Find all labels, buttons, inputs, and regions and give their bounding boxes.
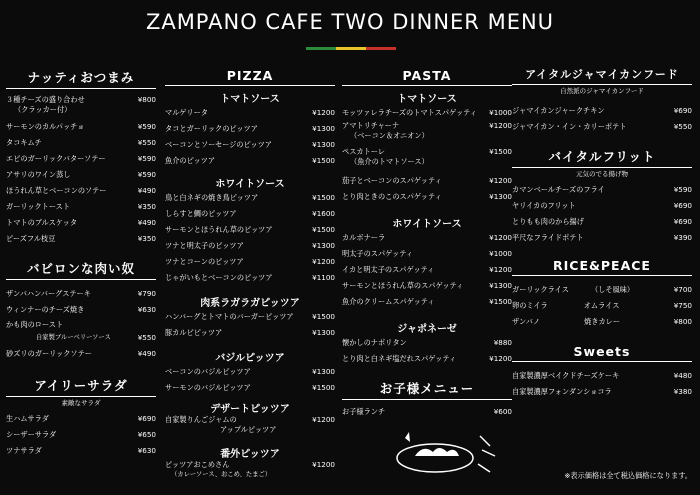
item-price: ¥550 [673,122,692,131]
item-price: ¥1300 [312,124,335,133]
menu-item [165,121,335,137]
item-name: ピーズフル枝豆 [6,234,56,243]
item-name: タコキムチ [6,138,42,147]
item-name: お子様ランチ [342,407,386,416]
flag-green-bar [306,47,336,50]
menu-item [165,105,335,121]
menu-item [6,119,156,135]
item-name: ツナと明太子のピッツア [165,241,244,250]
item-price: ¥1300 [489,192,512,201]
item-price: ¥350 [137,234,156,243]
item-price: ¥1600 [312,209,335,218]
item-name-b: （しそ風味） [590,285,635,294]
menu-item [342,230,512,246]
menu-item [342,121,512,147]
item-price: ¥1200 [312,257,335,266]
menu-item [165,460,335,480]
item-price: ¥800 [673,317,692,326]
item-price: ¥1200 [489,121,512,130]
menu-item [6,135,156,151]
item-name: 豚カルビピッツア [165,328,223,337]
item-name: ジャマイカンジャークチキン [512,106,605,115]
item-name: サーモンとほうれん草のスパゲッティ [342,281,464,290]
item-name: 平尺なフライドポテト [512,233,584,242]
section-title-sweets: Sweets [512,344,692,362]
item-name: アサリのワイン蒸し [6,170,71,179]
item-name-b: オムライス [583,301,620,310]
column-pizza [165,68,335,480]
section-note: 素敵なサラダ [61,399,101,407]
item-price: ¥490 [137,186,156,195]
item-price: ¥650 [137,430,156,439]
item-name: 魚介のクリームスパゲッティ [342,297,435,306]
item-price: ¥1300 [312,367,335,376]
rasta-flag-stripe [306,47,396,50]
item-name [512,282,634,298]
item-name: ペスカトーレ [342,147,385,156]
item-name: 鳥と白ネギの焼き鳥ピッツア [165,193,259,202]
menu-item [165,309,335,325]
item-name: マルゲリータ [165,108,208,117]
menu-item [165,238,335,254]
item-price: ¥590 [137,122,156,131]
menu-item [342,147,512,173]
menu-item [6,346,156,362]
item-subtext: （クラッカー付） [14,105,72,114]
column-snacks [6,68,156,459]
item-name: ピッツアおこめさん [165,460,230,469]
menu-item [6,215,156,231]
item-price: ¥1500 [489,297,512,306]
item-name: ガーリックトースト [6,202,71,211]
item-name-a: ザンバノ [512,317,541,326]
item-price: ¥1300 [312,328,335,337]
item-name: サーモンのバジルピッツア [165,383,251,392]
subsection-tomato: トマトソース [397,94,457,105]
section-title-meat: バビロンな肉い奴 [6,259,156,280]
item-price: ¥690 [673,201,692,210]
item-name: 魚介のピッツア [165,156,216,165]
subsection-meat-pizza: 肉系ラガラガピッツア [200,298,300,309]
menu-item [512,298,692,314]
item-name: 自家製りんごジャムの [165,415,237,424]
item-price: ¥880 [493,338,512,347]
section-title-pizza: PIZZA [165,68,335,86]
item-name: 自家製濃厚ベイクドチーズケーキ [512,371,620,380]
menu-item [6,199,156,215]
item-price: ¥700 [673,285,692,294]
item-price: ¥490 [137,349,156,358]
item-price: ¥1100 [312,273,335,282]
item-subtext: （カレーソース、おこめ、たまご） [171,471,272,478]
item-price: ¥750 [673,301,692,310]
menu-item [165,206,335,222]
item-subtext: 自家製ブルーベリーソース [36,334,111,341]
item-price: ¥1000 [489,108,512,117]
item-name: ベーコンのバジルピッツア [165,367,251,376]
item-name: シーザーサラダ [6,430,57,439]
item-price: ¥550 [137,138,156,147]
item-name-b: 焼きカレー [584,317,621,326]
item-subtext: アップルピッツア [220,425,277,434]
item-price: ¥790 [137,289,156,298]
item-name: とり肉と白ネギ塩だれスパゲッティ [342,354,457,363]
item-price: ¥1200 [489,233,512,242]
menu-item [6,302,156,318]
item-price: ¥1200 [489,354,512,363]
item-name: ツナとコーンのピッツア [165,257,244,266]
item-name: とりもも肉のから揚げ [512,217,584,226]
section-note: 元気のでる揚げ物 [576,170,628,178]
menu-item [165,415,335,439]
menu-item [165,153,335,169]
menu-item [342,189,512,205]
menu-item [165,270,335,286]
subsection-japonese: ジャポネーゼ [397,324,457,335]
item-subtext: （魚介のトマトソース） [350,157,429,166]
menu-item [512,384,692,400]
item-price: ¥490 [137,218,156,227]
item-price: ¥1200 [312,108,335,117]
item-price: ¥1000 [489,249,512,258]
section-note: 自然派のジャマイカンフード [560,87,644,95]
item-price: ¥550 [137,333,156,342]
item-name: タコとガーリックのピッツア [165,124,258,133]
item-name: サーモンのカルパッチョ [6,122,85,131]
section-title-pasta: PASTA [342,68,512,86]
item-subtext: （ベーコン＆オニオン） [350,131,429,140]
menu-item [165,254,335,270]
menu-item [512,103,692,119]
item-price: ¥350 [137,202,156,211]
item-price: ¥1200 [312,460,335,469]
item-price: ¥1300 [312,241,335,250]
section-title-jamaican: アイタルジャマイカンフード [512,66,692,85]
item-price: ¥630 [137,446,156,455]
menu-item [165,190,335,206]
menu-item [165,364,335,380]
menu-item [512,198,692,214]
subsection-white: ホワイトソース [392,219,462,230]
item-price: ¥590 [137,154,156,163]
item-name: サーモンとほうれん草のピッツア [165,225,273,234]
item-name: 茄子とベーコンのスパゲッティ [342,176,442,185]
section-title-kids: お子様メニュー [342,379,512,400]
menu-item [342,173,512,189]
item-price: ¥1500 [312,225,335,234]
item-name: ウィンナーのチーズ焼き [6,305,85,314]
item-price: ¥690 [673,217,692,226]
item-name: ３種チーズの盛り合わせ [6,95,85,104]
subsection-dessert-pizza: デザートピッツア [210,404,290,415]
menu-item [165,325,335,341]
item-price: ¥630 [137,305,156,314]
item-name: カルボナーラ [342,233,386,242]
subsection-extra-pizza: 番外ピッツア [220,449,280,460]
item-name: エビのガーリックバターソテー [6,154,106,163]
subsection-white: ホワイトソース [215,179,285,190]
item-name-a: 卵のミイラ [512,301,548,310]
item-price: ¥1500 [312,193,335,202]
menu-item [6,95,156,119]
item-name: カマンベールチーズのフライ [512,185,605,194]
item-price: ¥690 [137,414,156,423]
menu-item [6,411,156,427]
menu-item [6,286,156,302]
item-name: 生ハムサラダ [6,414,49,423]
item-name: アマトリチャーナ [342,121,400,130]
item-price: ¥480 [673,371,692,380]
menu-item [342,278,512,294]
menu-item [512,368,692,384]
item-name: とり肉ときのこのスパゲッティ [342,192,442,201]
item-name: トマトのブルスケッタ [6,218,78,227]
menu-item [165,222,335,238]
item-price: ¥1500 [312,383,335,392]
menu-item [342,262,512,278]
item-name: ザンバハンバーグステーキ [6,289,91,298]
item-price: ¥1200 [489,176,512,185]
item-name: イカと明太子のスパゲッティ [342,265,435,274]
section-title-salad: アイリーサラダ [6,376,156,397]
item-name: ツナサラダ [6,446,42,455]
item-name: 明太子のスパゲッティ [342,249,414,258]
menu-item [6,443,156,459]
menu-item [165,137,335,153]
section-title-snacks: ナッティおつまみ [6,68,156,89]
item-name: 懐かしのナポリタン [342,338,407,347]
menu-item [342,335,512,351]
item-name: かも肉のロースト [6,320,64,329]
item-name: じゃがいもとベーコンのピッツア [165,273,273,282]
item-name: ほうれん草とベーコンのソテー [6,186,107,195]
item-name: ベーコンとソーセージのピッツア [165,140,272,149]
menu-item [6,231,156,247]
column-extras [512,66,692,400]
item-price: ¥590 [673,185,692,194]
menu-item [342,294,512,310]
item-name: しらすと鯛のピッツア [165,209,237,218]
menu-item [512,282,692,298]
menu-item [512,119,692,135]
item-price: ¥1500 [312,312,335,321]
column-pasta [342,68,512,420]
menu-item [342,105,512,121]
menu-item [6,151,156,167]
item-price: ¥1500 [489,147,512,156]
item-price: ¥1300 [489,281,512,290]
menu-item [342,351,512,367]
section-title-rice: RICE&PEACE [512,258,692,276]
menu-item [512,182,692,198]
item-name: ハンバーグとトマトのバーガーピッツア [165,312,294,321]
item-price: ¥590 [137,170,156,179]
item-name [512,314,620,330]
menu-item [342,246,512,262]
menu-item [6,427,156,443]
subsection-basil: バジルピッツア [215,353,285,364]
flag-yellow-bar [336,47,366,50]
menu-item [6,167,156,183]
item-name: ジャマイカン・イン・カリーポテト [512,122,627,131]
menu-title: ZAMPANO CAFE TWO DINNER MENU [145,10,555,34]
item-name: 自家製濃厚フォンダンショコラ [512,387,612,396]
item-price: ¥1500 [312,156,335,165]
item-price: ¥800 [137,95,156,104]
menu-item [6,183,156,199]
menu-item [165,380,335,396]
menu-item-sauce [6,330,156,346]
item-name-a: ガーリックライス [512,285,569,294]
menu-item [512,314,692,330]
menu-item [6,318,156,330]
item-name: 砂ズリのガーリックソテー [6,349,92,358]
flag-red-bar [366,47,396,50]
menu-item [342,404,512,420]
item-price: ¥380 [673,387,692,396]
item-name: モッツァレラチーズのトマトスパゲッティ [342,108,477,117]
item-price: ¥690 [673,106,692,115]
item-price: ¥600 [493,407,512,416]
kids-plate-illustration [390,428,500,478]
item-price: ¥390 [673,233,692,242]
subsection-tomato: トマトソース [220,94,280,105]
item-price: ¥1300 [312,140,335,149]
section-title-fritto: バイタルフリット [512,147,692,168]
menu-item [512,214,692,230]
item-name [512,298,619,314]
item-name: ヤリイカのフリット [512,201,576,210]
item-price: ¥1200 [312,415,335,424]
item-price: ¥1200 [489,265,512,274]
menu-item [512,230,692,246]
tax-note: ※表示価格は全て税込価格になります。 [564,471,692,480]
